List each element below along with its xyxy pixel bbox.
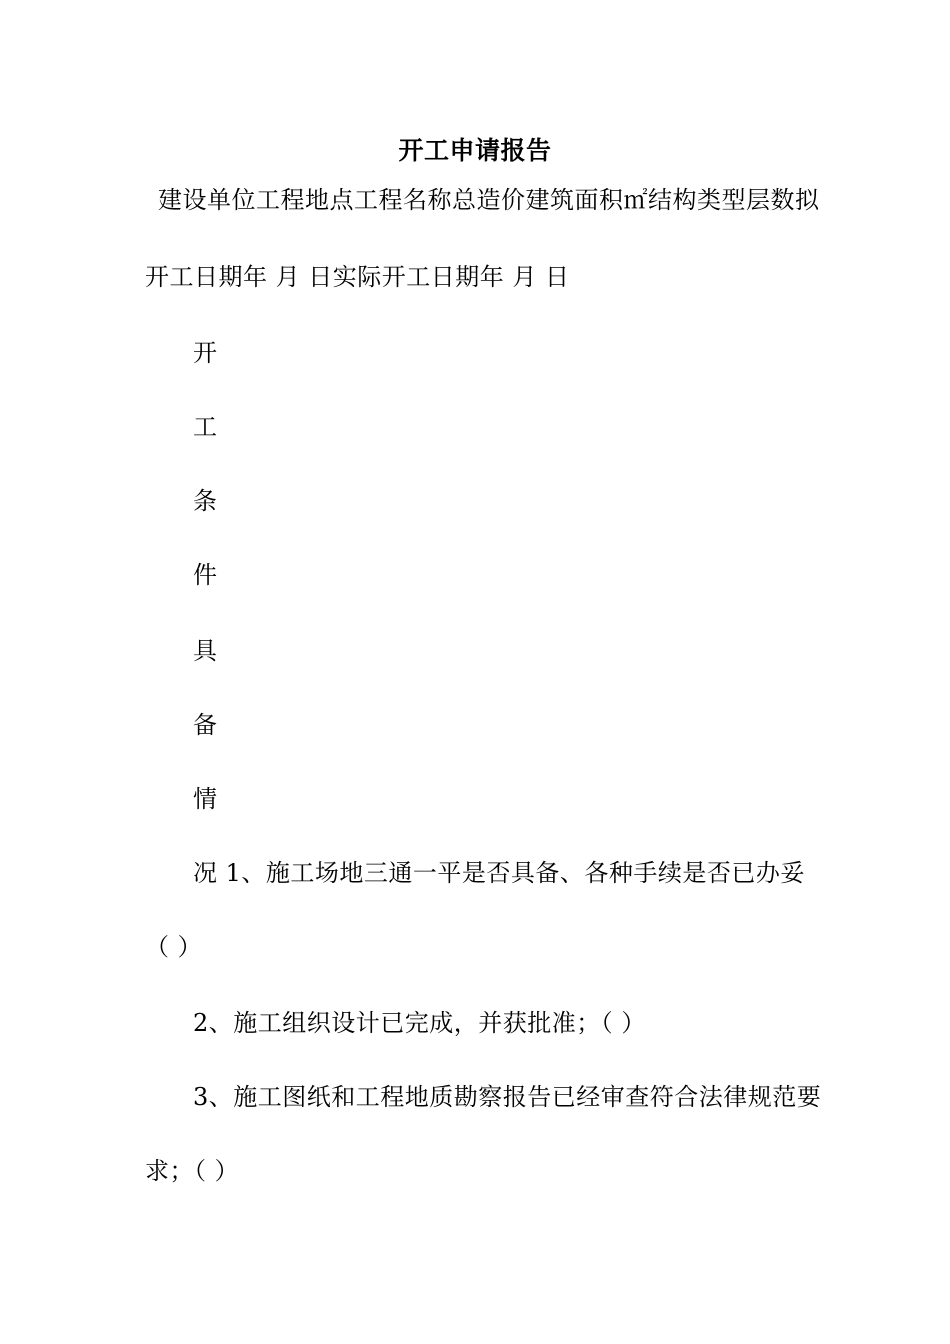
vertical-label-char: 工: [193, 413, 217, 441]
condition-item-1-checkbox: （ ）: [145, 933, 203, 961]
info-line-2: 开工日期年 月 日实际开工日期年 月 日: [145, 263, 570, 291]
condition-item-1: 况 1、施工场地三通一平是否具备、各种手续是否已办妥: [193, 859, 805, 887]
vertical-label-char: 开: [193, 339, 217, 367]
vertical-label-char: 情: [193, 785, 217, 813]
vertical-label-char: 条: [193, 487, 217, 515]
vertical-label-char: 备: [193, 711, 217, 739]
condition-item-3-checkbox: 求；（ ）: [145, 1157, 240, 1185]
condition-item-3: 3、施工图纸和工程地质勘察报告已经审查符合法律规范要: [193, 1083, 822, 1111]
vertical-label-char: 件: [193, 561, 217, 589]
condition-item-2: 2、施工组织设计已完成，并获批准；（ ）: [193, 1009, 646, 1037]
info-line-1: 建设单位工程地点工程名称总造价建筑面积㎡结构类型层数拟: [158, 186, 820, 214]
page-title: 开工申请报告: [398, 136, 552, 165]
vertical-label-char: 具: [193, 637, 217, 665]
